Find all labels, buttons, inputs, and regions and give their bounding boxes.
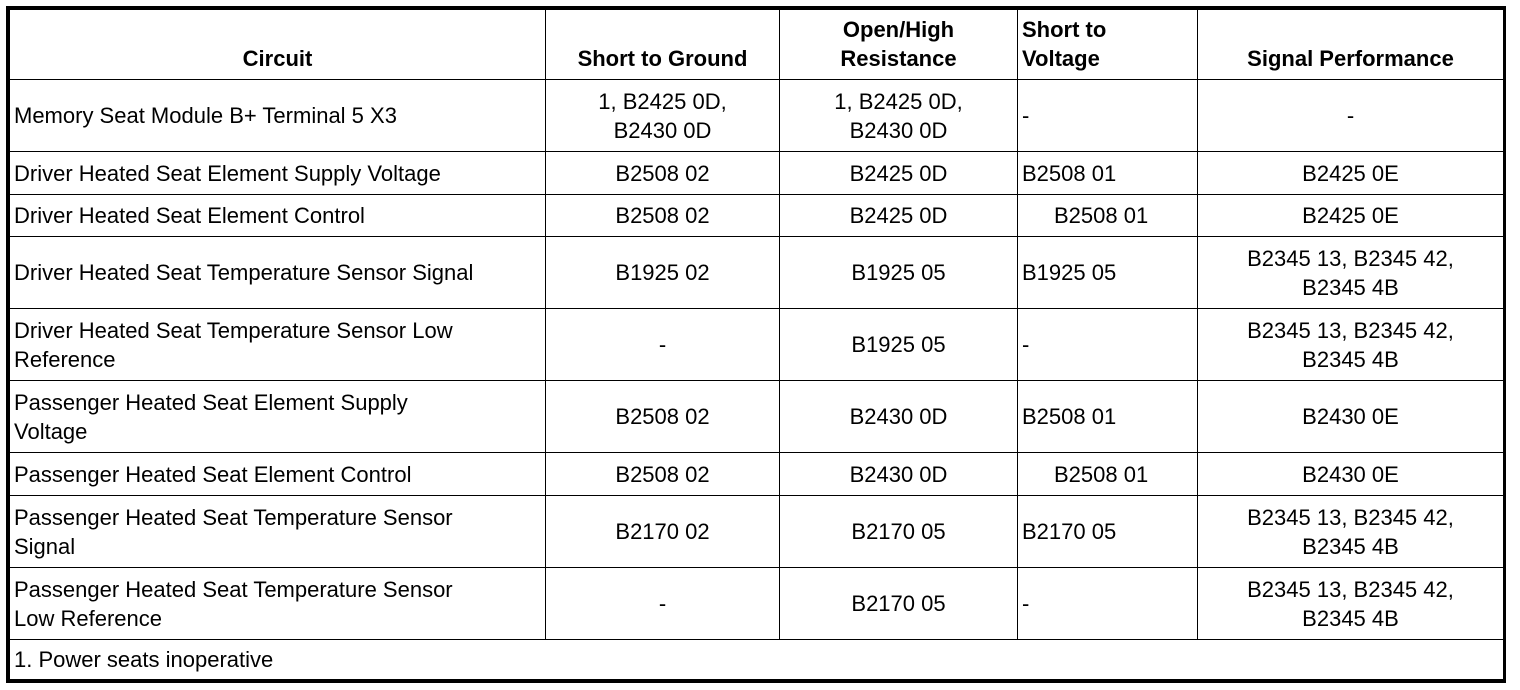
header-short-to-ground xyxy=(546,10,780,80)
cell-line: B2345 4B xyxy=(1302,274,1399,300)
cell-short-to-voltage xyxy=(1018,309,1198,381)
header-row xyxy=(10,10,1504,80)
cell-line: B1925 05 xyxy=(1022,260,1117,285)
table-row xyxy=(10,568,1504,640)
cell-line: Voltage xyxy=(14,418,88,444)
cell-line: B2430 0D xyxy=(849,117,948,143)
cell-short-to-voltage xyxy=(1018,453,1198,496)
cell-line: 1, B2425 0D, xyxy=(598,88,727,114)
cell-open-high xyxy=(780,309,1018,381)
table-row xyxy=(10,80,1504,152)
table-row xyxy=(10,309,1504,381)
footnote-row xyxy=(10,640,1504,680)
cell-open-high xyxy=(780,80,1018,152)
header-open-high-line2: Resistance xyxy=(840,46,957,71)
cell-line: B2430 0E xyxy=(1302,404,1399,429)
cell-line: Passenger Heated Seat Element Control xyxy=(14,461,412,487)
cell-short-to-voltage xyxy=(1018,80,1198,152)
cell-line: - xyxy=(1022,332,1030,357)
cell-line: B2508 02 xyxy=(615,203,710,228)
cell-open-high xyxy=(780,237,1018,309)
cell-line: B2425 0E xyxy=(1302,203,1399,228)
cell-line: Passenger Heated Seat Element Supply xyxy=(14,389,408,415)
cell-line: B2345 4B xyxy=(1302,533,1399,559)
cell-line: B1925 05 xyxy=(851,260,946,285)
cell-line: B2508 01 xyxy=(1054,203,1149,228)
cell-line: B2425 0E xyxy=(1302,160,1399,186)
header-short-to-voltage xyxy=(1018,10,1198,80)
cell-line: B2345 4B xyxy=(1302,605,1399,631)
cell-line: B2508 02 xyxy=(615,404,710,429)
table-row xyxy=(10,152,1504,195)
cell-line: Passenger Heated Seat Temperature Sensor xyxy=(14,576,453,602)
cell-circuit xyxy=(10,381,546,453)
cell-line: B2508 01 xyxy=(1022,404,1117,429)
header-circuit-label: Circuit xyxy=(242,46,313,71)
cell-circuit xyxy=(10,496,546,568)
cell-short-to-ground xyxy=(546,152,780,195)
cell-open-high xyxy=(780,152,1018,195)
cell-line: B2508 02 xyxy=(615,461,710,487)
cell-line: B2425 0D xyxy=(849,160,948,186)
cell-short-to-ground xyxy=(546,496,780,568)
cell-signal-performance xyxy=(1198,568,1504,640)
header-short-to-voltage-line1: Short to xyxy=(1022,17,1107,42)
table-row xyxy=(10,237,1504,309)
header-open-high-line1: Open/High xyxy=(842,17,955,42)
cell-line: - xyxy=(658,332,667,357)
cell-line: Memory Seat Module B+ Terminal 5 X3 xyxy=(14,103,397,128)
cell-signal-performance xyxy=(1198,195,1504,237)
cell-line: B2170 05 xyxy=(1022,519,1117,544)
circuit-table-frame xyxy=(6,6,1506,683)
circuit-diagnostic-table xyxy=(9,9,1504,680)
cell-line: B2430 0D xyxy=(849,461,948,487)
cell-circuit xyxy=(10,80,546,152)
cell-line: Driver Heated Seat Element Control xyxy=(14,203,365,228)
cell-circuit xyxy=(10,568,546,640)
cell-line: Low Reference xyxy=(14,605,162,631)
cell-line: B2170 05 xyxy=(851,519,946,544)
cell-short-to-ground xyxy=(546,453,780,496)
cell-open-high xyxy=(780,195,1018,237)
cell-line: B2425 0D xyxy=(849,203,948,228)
cell-line: B1925 02 xyxy=(615,260,710,285)
cell-circuit xyxy=(10,309,546,381)
cell-line: Reference xyxy=(14,346,116,372)
cell-line: B2508 01 xyxy=(1054,461,1149,487)
cell-short-to-ground xyxy=(546,568,780,640)
cell-line: B2430 0D xyxy=(849,404,948,429)
cell-signal-performance xyxy=(1198,496,1504,568)
footnote-cell xyxy=(10,640,1504,680)
cell-line: 1, B2425 0D, xyxy=(834,88,963,114)
header-signal-performance-label: Signal Performance xyxy=(1247,46,1454,71)
cell-line: B2508 01 xyxy=(1022,160,1117,186)
table-row xyxy=(10,453,1504,496)
cell-short-to-voltage xyxy=(1018,381,1198,453)
cell-open-high xyxy=(780,381,1018,453)
cell-line: B1925 05 xyxy=(851,332,946,357)
cell-signal-performance xyxy=(1198,453,1504,496)
cell-line: Driver Heated Seat Element Supply Voltage xyxy=(14,160,441,186)
cell-line: - xyxy=(1022,103,1030,128)
cell-line: B2345 13, B2345 42, xyxy=(1247,317,1454,343)
cell-open-high xyxy=(780,568,1018,640)
cell-open-high xyxy=(780,453,1018,496)
cell-signal-performance xyxy=(1198,381,1504,453)
cell-line: - xyxy=(1346,103,1355,128)
cell-line: B2508 02 xyxy=(615,160,710,186)
cell-circuit xyxy=(10,237,546,309)
cell-line: Driver Heated Seat Temperature Sensor Low xyxy=(14,317,453,343)
table-row xyxy=(10,195,1504,237)
cell-signal-performance xyxy=(1198,152,1504,195)
cell-line: Driver Heated Seat Temperature Sensor Signal xyxy=(14,260,474,285)
cell-line: B2345 13, B2345 42, xyxy=(1247,576,1454,602)
cell-line: B2345 13, B2345 42, xyxy=(1247,245,1454,271)
cell-line: Signal xyxy=(14,533,76,559)
header-signal-performance xyxy=(1198,10,1504,80)
cell-circuit xyxy=(10,453,546,496)
cell-circuit xyxy=(10,152,546,195)
header-short-to-ground-label: Short to Ground xyxy=(577,46,748,71)
cell-line: B2170 05 xyxy=(851,591,946,616)
cell-short-to-voltage xyxy=(1018,152,1198,195)
cell-short-to-voltage xyxy=(1018,195,1198,237)
cell-short-to-voltage xyxy=(1018,237,1198,309)
cell-line: B2345 13, B2345 42, xyxy=(1247,504,1454,530)
cell-line: - xyxy=(658,591,667,616)
cell-short-to-voltage xyxy=(1018,496,1198,568)
cell-short-to-ground xyxy=(546,309,780,381)
cell-signal-performance xyxy=(1198,80,1504,152)
cell-open-high xyxy=(780,496,1018,568)
cell-short-to-voltage xyxy=(1018,568,1198,640)
footnote-text: 1. Power seats inoperative xyxy=(14,647,274,672)
cell-short-to-ground xyxy=(546,80,780,152)
table-row xyxy=(10,496,1504,568)
cell-line: Passenger Heated Seat Temperature Sensor xyxy=(14,504,453,530)
header-short-to-voltage-line2: Voltage xyxy=(1022,46,1100,71)
cell-signal-performance xyxy=(1198,237,1504,309)
cell-signal-performance xyxy=(1198,309,1504,381)
cell-line: - xyxy=(1022,591,1030,616)
cell-short-to-ground xyxy=(546,195,780,237)
header-open-high-resistance xyxy=(780,10,1018,80)
cell-short-to-ground xyxy=(546,237,780,309)
cell-circuit xyxy=(10,195,546,237)
cell-line: B2430 0E xyxy=(1302,461,1399,487)
header-circuit xyxy=(10,10,546,80)
cell-line: B2430 0D xyxy=(613,117,712,143)
table-row xyxy=(10,381,1504,453)
cell-line: B2170 02 xyxy=(615,519,710,544)
cell-short-to-ground xyxy=(546,381,780,453)
cell-line: B2345 4B xyxy=(1302,346,1399,372)
